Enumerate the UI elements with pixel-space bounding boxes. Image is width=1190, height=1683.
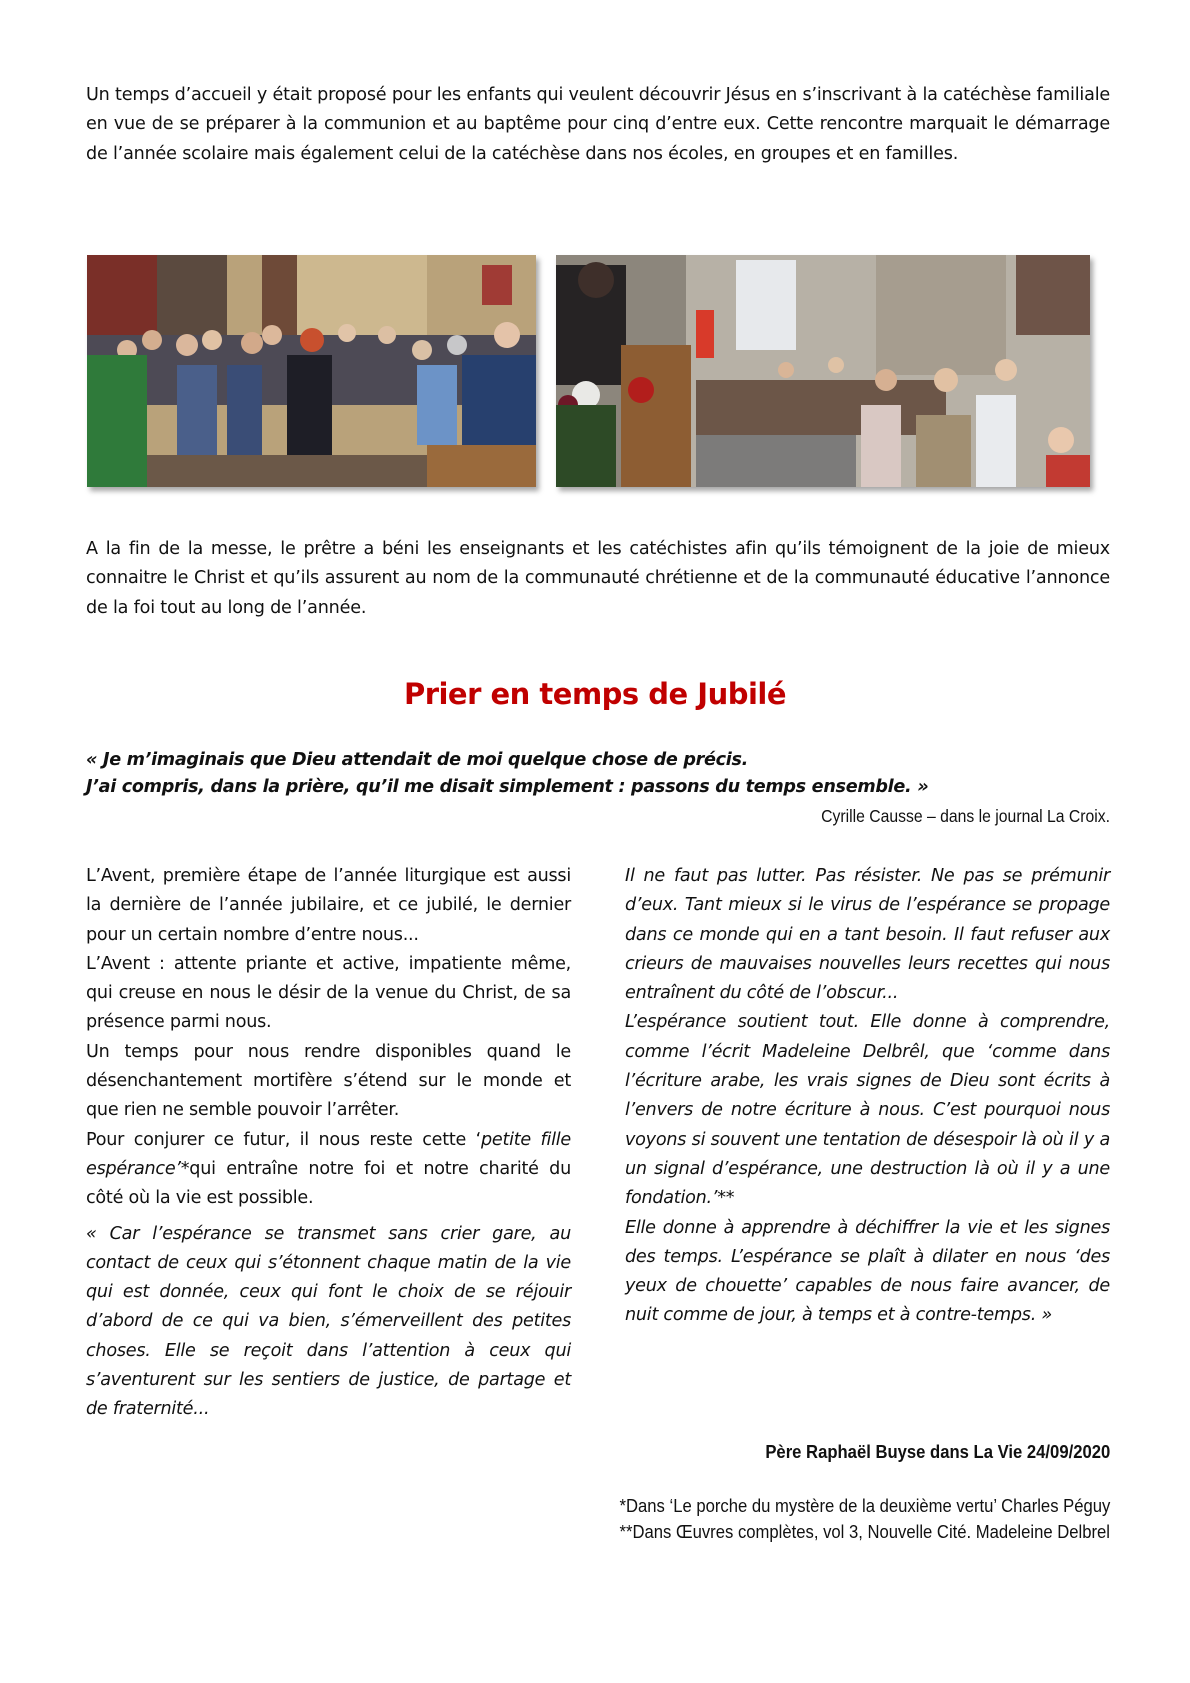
closing-paragraph: A la fin de la messe, le prêtre a béni les enseignants et les catéchistes afin qu’ils témoignent de la joie de mieux connaitre le Christ et qu’ils assurent au nom de la communauté chrétienne et de la communauté éducative l’annonce de la foi tout au long de l’année. [86, 539, 1110, 618]
left-paragraph-4-start: Pour conjurer ce futur, il nous reste cette ‘ [86, 1129, 481, 1150]
right-column [625, 862, 1110, 1331]
article-signature: Père Raphaël Buyse dans La Vie 24/09/2020 [765, 1441, 1110, 1462]
epigraph-line-2: J’ai compris, dans la prière, qu’il me disait simplement : passons du temps ensemble. » [86, 777, 929, 797]
left-paragraph-4 [86, 1126, 571, 1214]
photo-children-lectern [556, 255, 1090, 487]
left-paragraph-3: Un temps pour nous rendre disponibles quand le désenchantement mortifère s’étend sur le monde et que rien ne semble pouvoir l’arrêter. [86, 1041, 571, 1121]
right-paragraph-1: Il ne faut pas lutter. Pas résister. Ne pas se prémunir d’eux. Tant mieux si le virus de l’espérance se propage dans ce monde qui en a tant besoin. Il faut refuser aux crieurs de mauvaises nouvelles leurs recettes qui nous entraînent du côté de l’obscur... [625, 866, 1110, 1004]
left-quote: « Car l’espérance se transmet sans crier gare, au contact de ceux qui s’étonnent chaque matin de la vie qui est donnée, ceux qui font le choix de se réjouir d’abord de ce qui va bien, s’émerveillent des petites choses. Elle se reçoit dans l’attention à ceux qui s’aventurent sur les sentiers de justice, de partage et de fraternité... [86, 1223, 571, 1420]
church-congregation-image [87, 255, 536, 487]
epigraph-quote [86, 747, 1110, 801]
left-paragraph-2: L’Avent : attente priante et active, impatiente même, qui creuse en nous le désir de la venue du Christ, de sa présence parmi nous. [86, 953, 571, 1033]
left-paragraph-4-end: *qui entraîne notre foi et notre charité du côté où la vie est possible. [86, 1158, 571, 1209]
church-children-image [556, 255, 1090, 487]
right-paragraph-3: Elle donne à apprendre à déchiffrer la vie et les signes des temps. L’espérance se plaît à dilater en nous ‘des yeux de chouette’ capables de nous faire avancer, de nuit comme de jour, à temps et à contre-temps. » [625, 1217, 1110, 1326]
footnote-1: *Dans ‘Le porche du mystère de la deuxième vertu’ Charles Péguy [619, 1495, 1110, 1516]
petite-fille-esperance: petite fille espérance’ [86, 1129, 571, 1179]
left-column [86, 862, 571, 1425]
epigraph-source: Cyrille Causse – dans le journal La Croix. [821, 806, 1110, 826]
footnote-2: **Dans Œuvres complètes, vol 3, Nouvelle Cité. Madeleine Delbrel [619, 1521, 1110, 1542]
section-title: Prier en temps de Jubilé [403, 677, 787, 711]
photo-congregation [87, 255, 536, 487]
intro-paragraph: Un temps d’accueil y était proposé pour les enfants qui veulent découvrir Jésus en s’inscrivant à la catéchèse familiale en vue de se préparer à la communion et au baptême pour cinq d’entre eux. Cette rencontre marquait le démarrage de l’année scolaire mais également celui de la catéchèse dans nos écoles, en groupes et en familles. [86, 85, 1111, 164]
left-paragraph-1: L’Avent, première étape de l’année liturgique est aussi la dernière de l’année jubilaire, et ce jubilé, le dernier pour un certain nombre d’entre nous... [86, 866, 571, 945]
right-paragraph-2: L’espérance soutient tout. Elle donne à comprendre, comme l’écrit Madeleine Delbrêl, que ‘comme dans l’écriture arabe, les vrais signes de Dieu sont écrits à l’envers de notre écriture à nous. C’est pourquoi nous voyons si souvent une tentation de désespoir là où il y a un signal d’espérance, une destruction là où il y a une fondation.’** [625, 1012, 1110, 1209]
epigraph-line-1: « Je m’imaginais que Dieu attendait de moi quelque chose de précis. [86, 750, 749, 770]
